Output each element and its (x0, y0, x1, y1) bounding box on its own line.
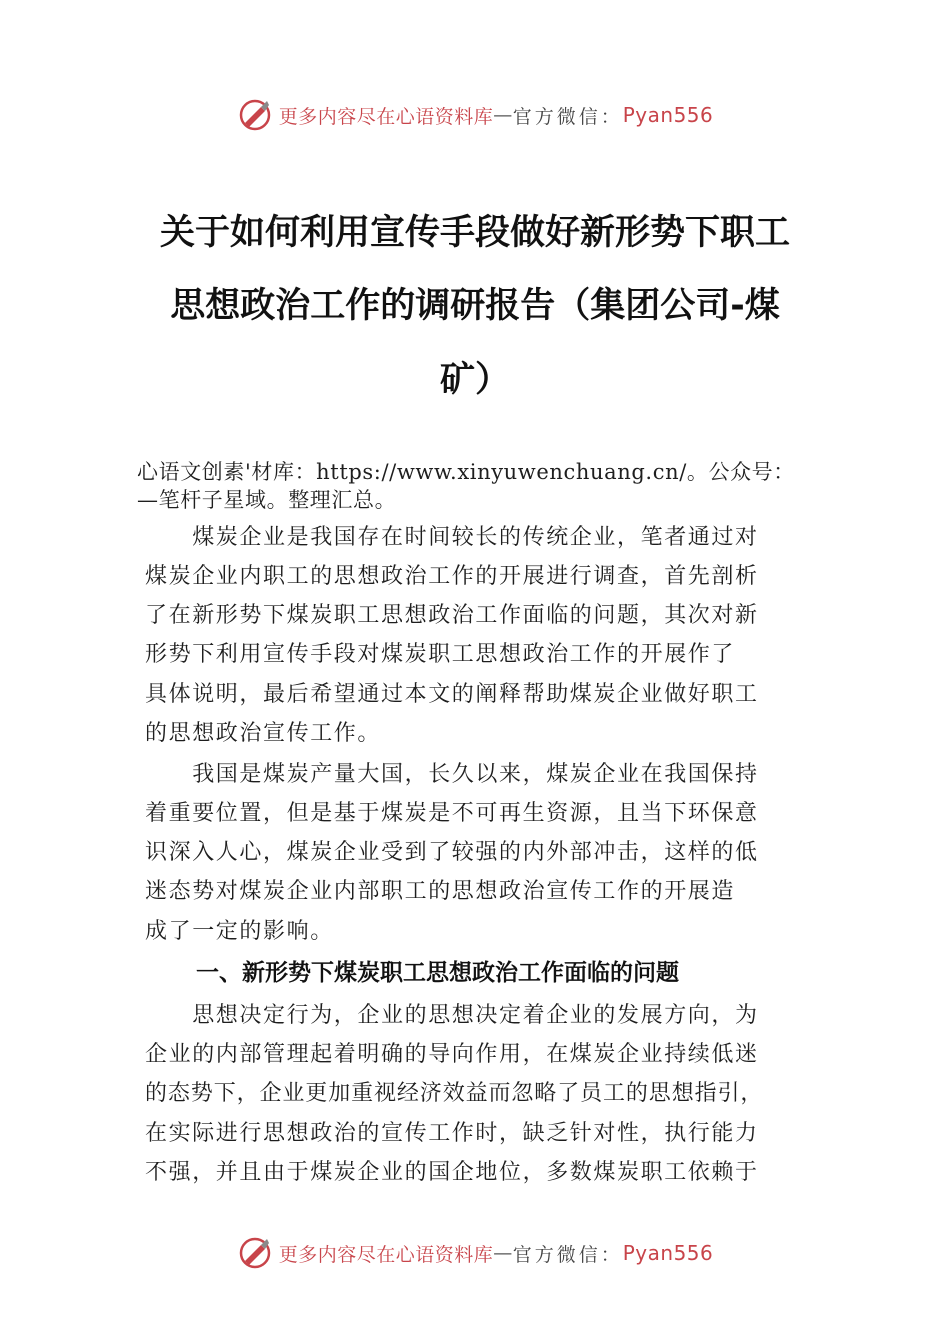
document-title-line-2: 思想政治工作的调研报告（集团公司-煤 (170, 286, 780, 326)
paragraph-1-line: 煤炭企业是我国存在时间较长的传统企业，笔者通过对 (145, 525, 759, 550)
pen-logo-icon (237, 97, 273, 133)
source-line-1: 心语文创素'材库：https://www.xinyuwenchuang.cn/。公众号： (137, 460, 795, 484)
section-heading-1: 一、新形势下煤炭职工思想政治工作面临的问题 (196, 960, 679, 986)
paragraph-1-line: 的思想政治宣传工作。 (145, 721, 382, 746)
footer-banner (0, 1233, 950, 1273)
paragraph-3-line: 在实际进行思想政治的宣传工作时，缺乏针对性，执行能力 (145, 1121, 759, 1146)
banner-dash: — (493, 1242, 513, 1264)
paragraph-1-line: 了在新形势下煤炭职工思想政治工作面临的问题，其次对新 (145, 603, 759, 628)
banner-dash: — (493, 104, 513, 126)
banner-label: 官方微信： (512, 1243, 623, 1266)
paragraph-3-line: 企业的内部管理起着明确的导向作用，在煤炭企业持续低迷 (145, 1042, 759, 1067)
paragraph-3-line: 思想决定行为，企业的思想决定着企业的发展方向，为 (145, 1003, 759, 1028)
paragraph-1-line: 具体说明，最后希望通过本文的阐释帮助煤炭企业做好职工 (145, 682, 759, 707)
paragraph-2-line: 成了一定的影响。 (145, 919, 334, 944)
banner-text: 更多内容尽在心语资料库 (278, 105, 494, 128)
paragraph-2-line: 我国是煤炭产量大国，长久以来，煤炭企业在我国保持 (145, 762, 759, 787)
header-banner (0, 95, 950, 135)
paragraph-1-line: 煤炭企业内职工的思想政治工作的开展进行调查，首先剖析 (145, 564, 759, 589)
pen-logo-icon (237, 1235, 273, 1271)
source-line-2: —笔杆子星域。整理汇总。 (137, 488, 397, 512)
paragraph-2-line: 识深入人心，煤炭企业受到了较强的内外部冲击，这样的低 (145, 840, 759, 865)
banner-text: 更多内容尽在心语资料库 (278, 1243, 494, 1266)
document-title-line-1: 关于如何利用宣传手段做好新形势下职工 (159, 213, 790, 253)
banner-wechat-id: Pyan556 (622, 1241, 714, 1265)
banner-label: 官方微信： (512, 105, 623, 128)
paragraph-2-line: 着重要位置，但是基于煤炭是不可再生资源，且当下环保意 (145, 801, 759, 826)
paragraph-3-line: 不强，并且由于煤炭企业的国企地位，多数煤炭职工依赖于 (145, 1160, 759, 1185)
paragraph-3-line: 的态势下，企业更加重视经济效益而忽略了员工的思想指引， (145, 1081, 764, 1106)
banner-wechat-id: Pyan556 (622, 103, 714, 127)
paragraph-2-line: 迷态势对煤炭企业内部职工的思想政治宣传工作的开展造 (145, 879, 736, 904)
paragraph-1-line: 形势下利用宣传手段对煤炭职工思想政治工作的开展作了 (145, 642, 736, 667)
document-title-line-3: 矿） (439, 360, 510, 400)
